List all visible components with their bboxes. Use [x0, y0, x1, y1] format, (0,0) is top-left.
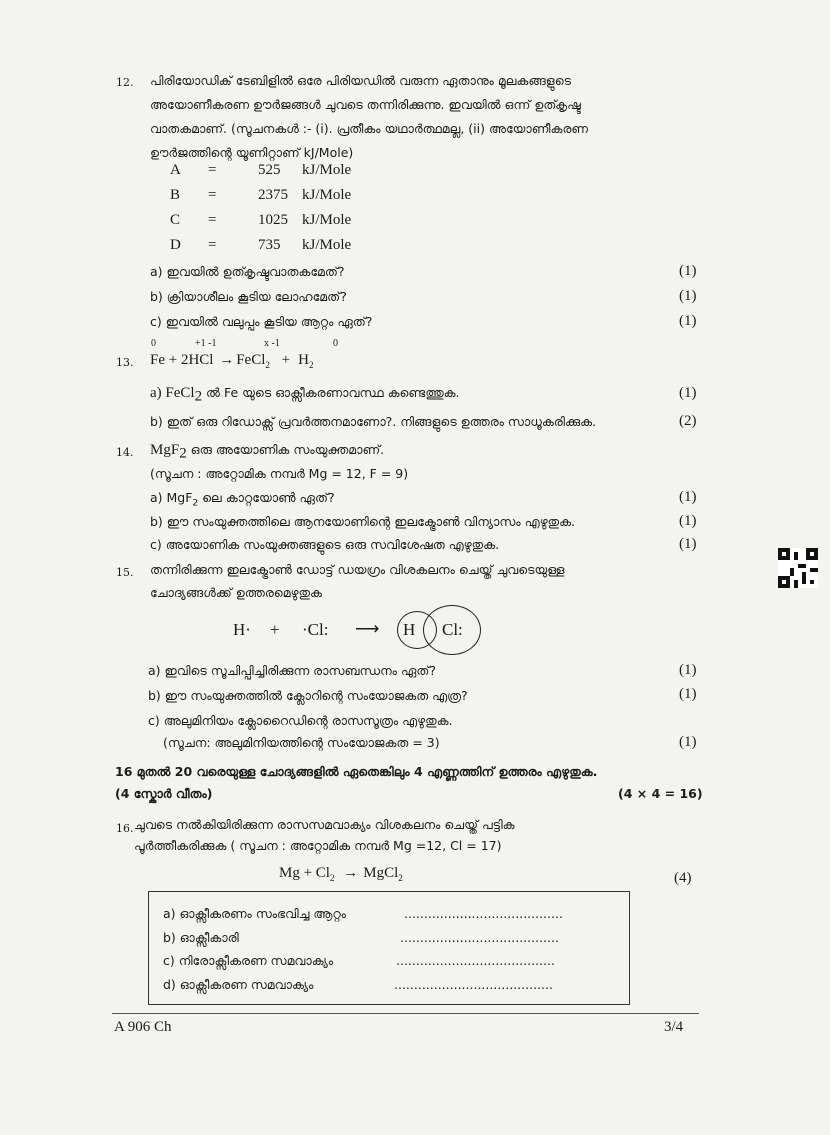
answer-blank[interactable]: ........................................: [404, 906, 563, 921]
oxidation-fe: 0: [151, 338, 156, 349]
q12-line-1: പിരിയോഡിക് ടേബിളിൽ ഒരേ പിരിയഡിൽ വരുന്ന ഏതാനും മൂലകങ്ങളുടെ: [150, 73, 571, 88]
question-number: 14.: [116, 446, 134, 459]
hcl-chlorine: Cl:: [442, 620, 463, 639]
question-number: 13.: [116, 356, 134, 369]
q12-line-3: വാതകമാണ്. (സൂചനകൾ :- (i). പ്രതീകം യഥാർത്ഥമല്ല, (ii) അയോണീകരണ: [150, 121, 588, 136]
q16-equation: $Mg + Cl_2$ → MgCl$_2$: [279, 865, 403, 883]
answer-blank[interactable]: ........................................: [396, 953, 555, 968]
q14-line-1: MgF$_2$ ഒരു അയോണിക സംയുക്തമാണ്.: [150, 442, 385, 462]
oxidation-h2: 0: [333, 338, 338, 349]
q14-part-c: c) അയോണിക സംയുക്തങ്ങളുടെ ഒരു സവിശേഷത എഴുതുക.: [150, 537, 500, 552]
page-number: 3/4: [664, 1019, 684, 1035]
exam-page: 12. പിരിയോഡിക് ടേബിളിൽ ഒരേ പിരിയഡിൽ വരുന്ന ഏതാനും മൂലകങ്ങളുടെ അയോണീകരണ ഊർജങ്ങൾ ചുവടെ തന്നിരിക്കുന്നു. ഇവയിൽ ഒന്ന് ഉത്കൃഷ്ട വാതകമാണ്. (സൂചനകൾ :- (i). പ്രതീകം യഥാർത്ഥമല്ല, (ii) അയോണീകരണ ഊർജത്തിന്റെ യൂണിറ്റാണ് kJ/Mole) A = 525 kJ/Mole B = 2375 kJ/Mole C = 1025 kJ/Mole D = 735 kJ/Mole a) ഇവയിൽ ഉത്കൃഷ്ടവാതകമേത്? (1) b) ക്രിയാശീലം കൂടിയ ലോഹമേത്? (1) c) ഇവയിൽ വലുപ്പം കൂടിയ ആറ്റം ഏത്? (1) 13. 0 +1 -1 x -1 0 Fe + 2HCl → FeCl$_2$ + $H_2$ a) FeCl$_2$ ൽ Fe യുടെ ഓക്സീകരണാവസ്ഥ കണ്ടെത്തുക. (1) b) ഇത് ഒരു റിഡോക്സ് പ്രവർത്തനമാണോ?. നിങ്ങളുടെ ഉത്തരം സാധൂകരിക്കുക. (2) 14. MgF$_2$ ഒരു അയോണിക സംയുക്തമാണ്. (സൂചന : അറ്റോമിക നമ്പർ Mg = 12, F = 9) a) MgF$_2$ ലെ കാറ്റയോൺ ഏത്? (1) b) ഈ സംയുക്തത്തിലെ ആനയോണിന്റെ ഇലക്ട്രോൺ വിന്യാസം എഴുതുക. (1) c) അയോണിക സംയുക്തങ്ങളുടെ ഒരു സവിശേഷത എഴുതുക. (1) 15. തന്നിരിക്കുന്ന ഇലക്ട്രോൺ ഡോട്ട് ഡയഗ്രം വിശകലനം ചെയ്ത് ചുവടെയുള്ള ചോദ്യങ്ങൾക്ക് ഉത്തരമെഴുതുക H· + ·Cl: ⟶ H Cl: a) ഇവിടെ സൂചിപ്പിച്ചിരിക്കുന്ന രാസബന്ധനം ഏത്? (1) b) ഈ സംയുക്തത്തിൽ ക്ലോറിന്റെ സംയോജകത എത്ര? (1) c) അലുമിനിയം ക്ലോറൈഡിന്റെ രാസസൂത്രം എഴുതുക. (സൂചന: അലുമിനിയത്തിന്റെ സംയോജകത = 3) (1) 16 മുതൽ 20 വരെയുള്ള ചോദ്യങ്ങളിൽ ഏതെങ്കിലും 4 എണ്ണത്തിന് ഉത്തരം എഴുതുക. (4 സ്കോർ വീതം) (4 × 4 = 16) 16. ചുവടെ നൽകിയിരിക്കുന്ന രാസസമവാക്യം വിശകലനം ചെയ്ത് പട്ടിക പൂർത്തീകരിക്കുക ( സൂചന : അറ്റോമിക നമ്പർ Mg =12, Cl = 17) $Mg + Cl_2$ → MgCl$_2$ (4) a) ഓക്സീകരണം സംഭവിച്ച ആറ്റം ........................................ b) ഓക്സീകാരി ........................................ c) നിരോക്സീകരണ സമവാക്യം ........................................ d) ഓക്സീകരണ സമവാക്യം ........................................ A 906 Ch 3/4: [0, 0, 830, 1135]
q15-part-b: b) ഈ സംയുക്തത്തിൽ ക്ലോറിന്റെ സംയോജകത എത്ര?: [148, 688, 468, 703]
question-number: 15.: [116, 566, 134, 579]
q12-part-a: a) ഇവയിൽ ഉത്കൃഷ്ടവാതകമേത്?: [150, 264, 345, 279]
mark: (1): [679, 513, 697, 529]
table-row-label: c) നിരോക്സീകരണ സമവാക്യം: [163, 953, 334, 968]
section-instruction: 16 മുതൽ 20 വരെയുള്ള ചോദ്യങ്ങളിൽ ഏതെങ്കിലും 4 എണ്ണത്തിന് ഉത്തരം എഴുതുക.: [115, 764, 598, 779]
q12-part-b: b) ക്രിയാശീലം കൂടിയ ലോഹമേത്?: [150, 289, 347, 304]
paper-code: A 906 Ch: [114, 1019, 172, 1035]
oxidation-fecl2: x -1: [264, 338, 280, 349]
mark: (1): [679, 263, 697, 279]
q12-line-2: അയോണീകരണ ഊർജങ്ങൾ ചുവടെ തന്നിരിക്കുന്നു. ഇവയിൽ ഒന്ന് ഉത്കൃഷ്ട: [150, 97, 581, 112]
chlorine-atom: ·Cl:: [302, 620, 329, 639]
mark: (1): [679, 686, 697, 702]
q14-part-b: b) ഈ സംയുക്തത്തിലെ ആനയോണിന്റെ ഇലക്ട്രോൺ വിന്യാസം എഴുതുക.: [150, 514, 576, 529]
mark: (1): [679, 489, 697, 505]
q15-line-2: ചോദ്യങ്ങൾക്ക് ഉത്തരമെഴുതുക: [150, 585, 322, 600]
mark: (1): [679, 385, 697, 401]
mark: (1): [679, 288, 697, 304]
answer-blank[interactable]: ........................................: [400, 930, 559, 945]
redox-equation: Fe + 2HCl → FeCl$_2$ + $H_2$: [150, 352, 314, 370]
qr-code-icon: [778, 548, 818, 588]
question-number: 12.: [116, 76, 134, 89]
hydrogen-atom: H·: [233, 620, 251, 639]
q14-part-a: a) MgF$_2$ ലെ കാറ്റയോൺ ഏത്?: [150, 490, 335, 509]
mark: (4): [674, 870, 692, 886]
q13-part-a: a) FeCl$_2$ ൽ Fe യുടെ ഓക്സീകരണാവസ്ഥ കണ്ടെത്തുക.: [150, 385, 460, 405]
table-row-label: a) ഓക്സീകരണം സംഭവിച്ച ആറ്റം: [163, 906, 346, 921]
q15-part-c-hint: (സൂചന: അലുമിനിയത്തിന്റെ സംയോജകത = 3): [163, 735, 440, 750]
q15-part-a: a) ഇവിടെ സൂചിപ്പിച്ചിരിക്കുന്ന രാസബന്ധനം ഏത്?: [148, 663, 437, 678]
table-row-label: b) ഓക്സീകാരി: [163, 930, 239, 945]
q12-part-c: c) ഇവയിൽ വലുപ്പം കൂടിയ ആറ്റം ഏത്?: [150, 314, 373, 329]
q14-hint: (സൂചന : അറ്റോമിക നമ്പർ Mg = 12, F = 9): [150, 466, 409, 481]
q15-part-c: c) അലുമിനിയം ക്ലോറൈഡിന്റെ രാസസൂത്രം എഴുതുക.: [148, 713, 453, 728]
mark: (1): [679, 662, 697, 678]
table-row-label: d) ഓക്സീകരണ സമവാക്യം: [163, 977, 314, 992]
question-number: 16.: [116, 822, 134, 835]
q16-line-2: പൂർത്തീകരിക്കുക ( സൂചന : അറ്റോമിക നമ്പർ Mg =12, Cl = 17): [134, 838, 502, 853]
arrow: ⟶: [355, 619, 380, 638]
answer-blank[interactable]: ........................................: [394, 977, 553, 992]
section-score-note: (4 സ്കോർ വീതം): [115, 786, 213, 801]
section-total: (4 × 4 = 16): [618, 786, 703, 801]
mark: (1): [679, 313, 697, 329]
mark: (2): [679, 413, 697, 429]
q16-line-1: ചുവടെ നൽകിയിരിക്കുന്ന രാസസമവാക്യം വിശകലനം ചെയ്ത് പട്ടിക: [134, 817, 515, 832]
plus-sign: +: [270, 620, 280, 639]
mark: (1): [679, 734, 697, 750]
mark: (1): [679, 536, 697, 552]
q13-part-b: b) ഇത് ഒരു റിഡോക്സ് പ്രവർത്തനമാണോ?. നിങ്ങളുടെ ഉത്തരം സാധൂകരിക്കുക.: [150, 414, 597, 429]
footer-rule: [112, 1013, 699, 1014]
oxidation-hcl: +1 -1: [195, 338, 217, 349]
q15-line-1: തന്നിരിക്കുന്ന ഇലക്ട്രോൺ ഡോട്ട് ഡയഗ്രം വിശകലനം ചെയ്ത് ചുവടെയുള്ള: [150, 562, 565, 577]
q12-line-4: ഊർജത്തിന്റെ യൂണിറ്റാണ് kJ/Mole): [150, 145, 354, 160]
hcl-hydrogen: H: [403, 620, 416, 639]
